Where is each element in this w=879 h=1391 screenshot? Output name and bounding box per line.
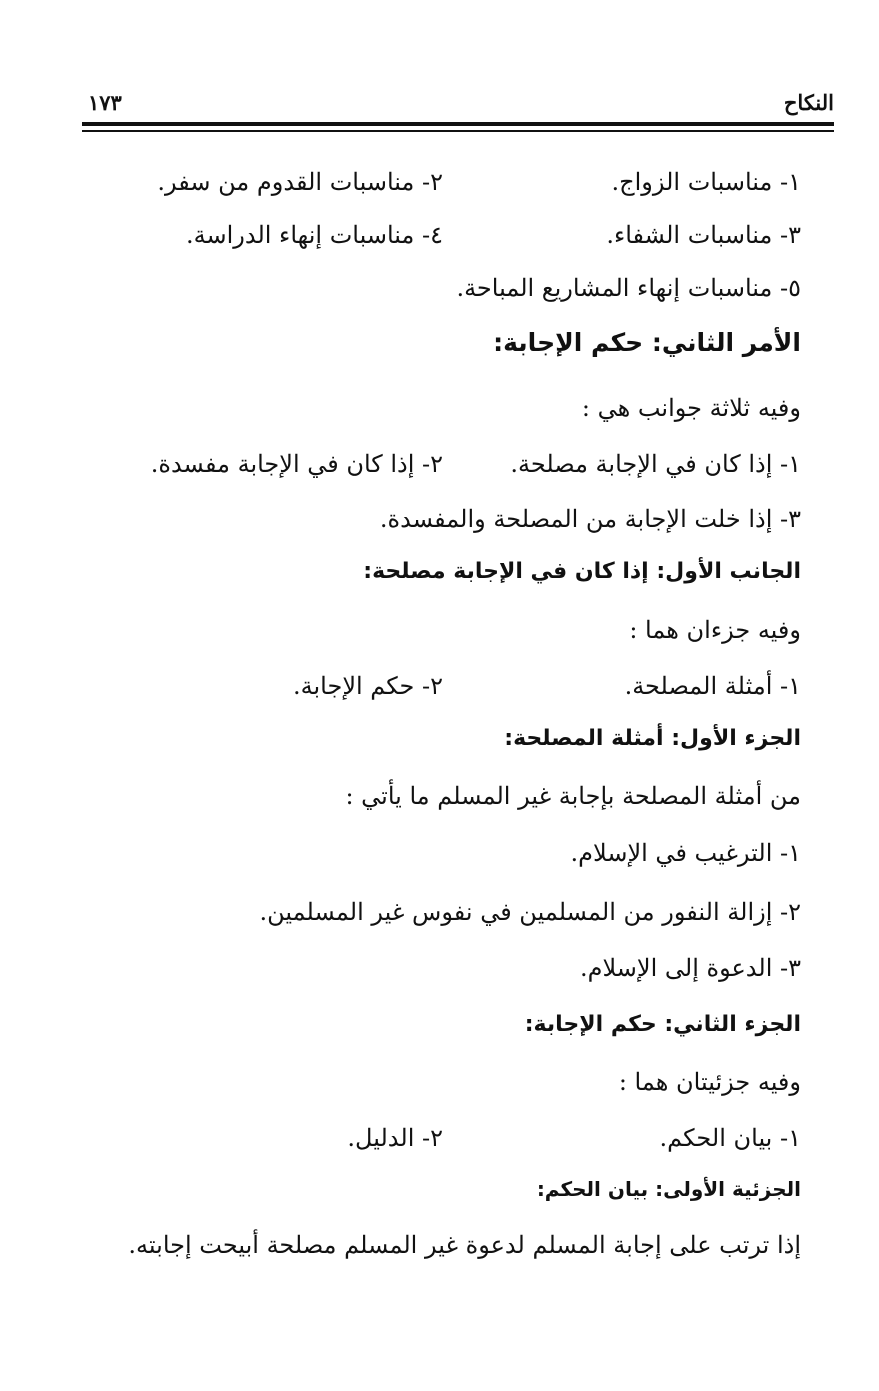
subsection-heading: الجزء الأول: أمثلة المصلحة: [504, 726, 801, 751]
paragraph: وفيه ثلاثة جوانب هي : [581, 394, 801, 422]
list-row [0, 669, 879, 703]
paragraph: وفيه جزئيتان هما : [618, 1068, 801, 1096]
list-item: ٣- الدعوة إلى الإسلام. [579, 954, 801, 982]
list-item: ١- أمثلة المصلحة. [624, 672, 801, 700]
list-item: ٤- مناسبات إنهاء الدراسة. [185, 221, 443, 249]
header-rule-thin [82, 130, 834, 132]
list-item: ٢- مناسبات القدوم من سفر. [157, 168, 443, 196]
list-item: ٥- مناسبات إنهاء المشاريع المباحة. [456, 274, 801, 302]
list-item: ٢- إزالة النفور من المسلمين في نفوس غير المسلمين. [259, 898, 801, 926]
list-row [0, 165, 879, 199]
list-row [0, 1121, 879, 1155]
paragraph: إذا ترتب على إجابة المسلم لدعوة غير المسلم مصلحة أبيحت إجابته. [128, 1231, 801, 1259]
header-rule-thick [82, 122, 834, 126]
list-item: ١- مناسبات الزواج. [611, 168, 801, 196]
section-heading: الأمر الثاني: حكم الإجابة: [493, 328, 801, 357]
paragraph: وفيه جزءان هما : [629, 616, 801, 644]
subsection-heading: الجزء الثاني: حكم الإجابة: [524, 1012, 801, 1037]
list-row [0, 447, 879, 481]
subsection-heading: الجانب الأول: إذا كان في الإجابة مصلحة: [363, 559, 801, 584]
list-item: ١- بيان الحكم. [659, 1124, 801, 1152]
list-item: ١- الترغيب في الإسلام. [570, 839, 801, 867]
list-item: ٢- حكم الإجابة. [293, 672, 443, 700]
page-number: ١٧٣ [88, 90, 122, 115]
running-header [82, 88, 834, 118]
subsection-heading: الجزئية الأولى: بيان الحكم: [536, 1177, 801, 1201]
chapter-title: النكاح [783, 90, 834, 115]
list-item: ٣- مناسبات الشفاء. [606, 221, 801, 249]
paragraph: من أمثلة المصلحة بإجابة غير المسلم ما يأتي : [345, 782, 801, 810]
list-item: ٣- إذا خلت الإجابة من المصلحة والمفسدة. [379, 505, 801, 533]
list-item: ١- إذا كان في الإجابة مصلحة. [510, 450, 801, 478]
list-row [0, 218, 879, 252]
list-item: ٢- الدليل. [347, 1124, 443, 1152]
list-item: ٢- إذا كان في الإجابة مفسدة. [150, 450, 443, 478]
